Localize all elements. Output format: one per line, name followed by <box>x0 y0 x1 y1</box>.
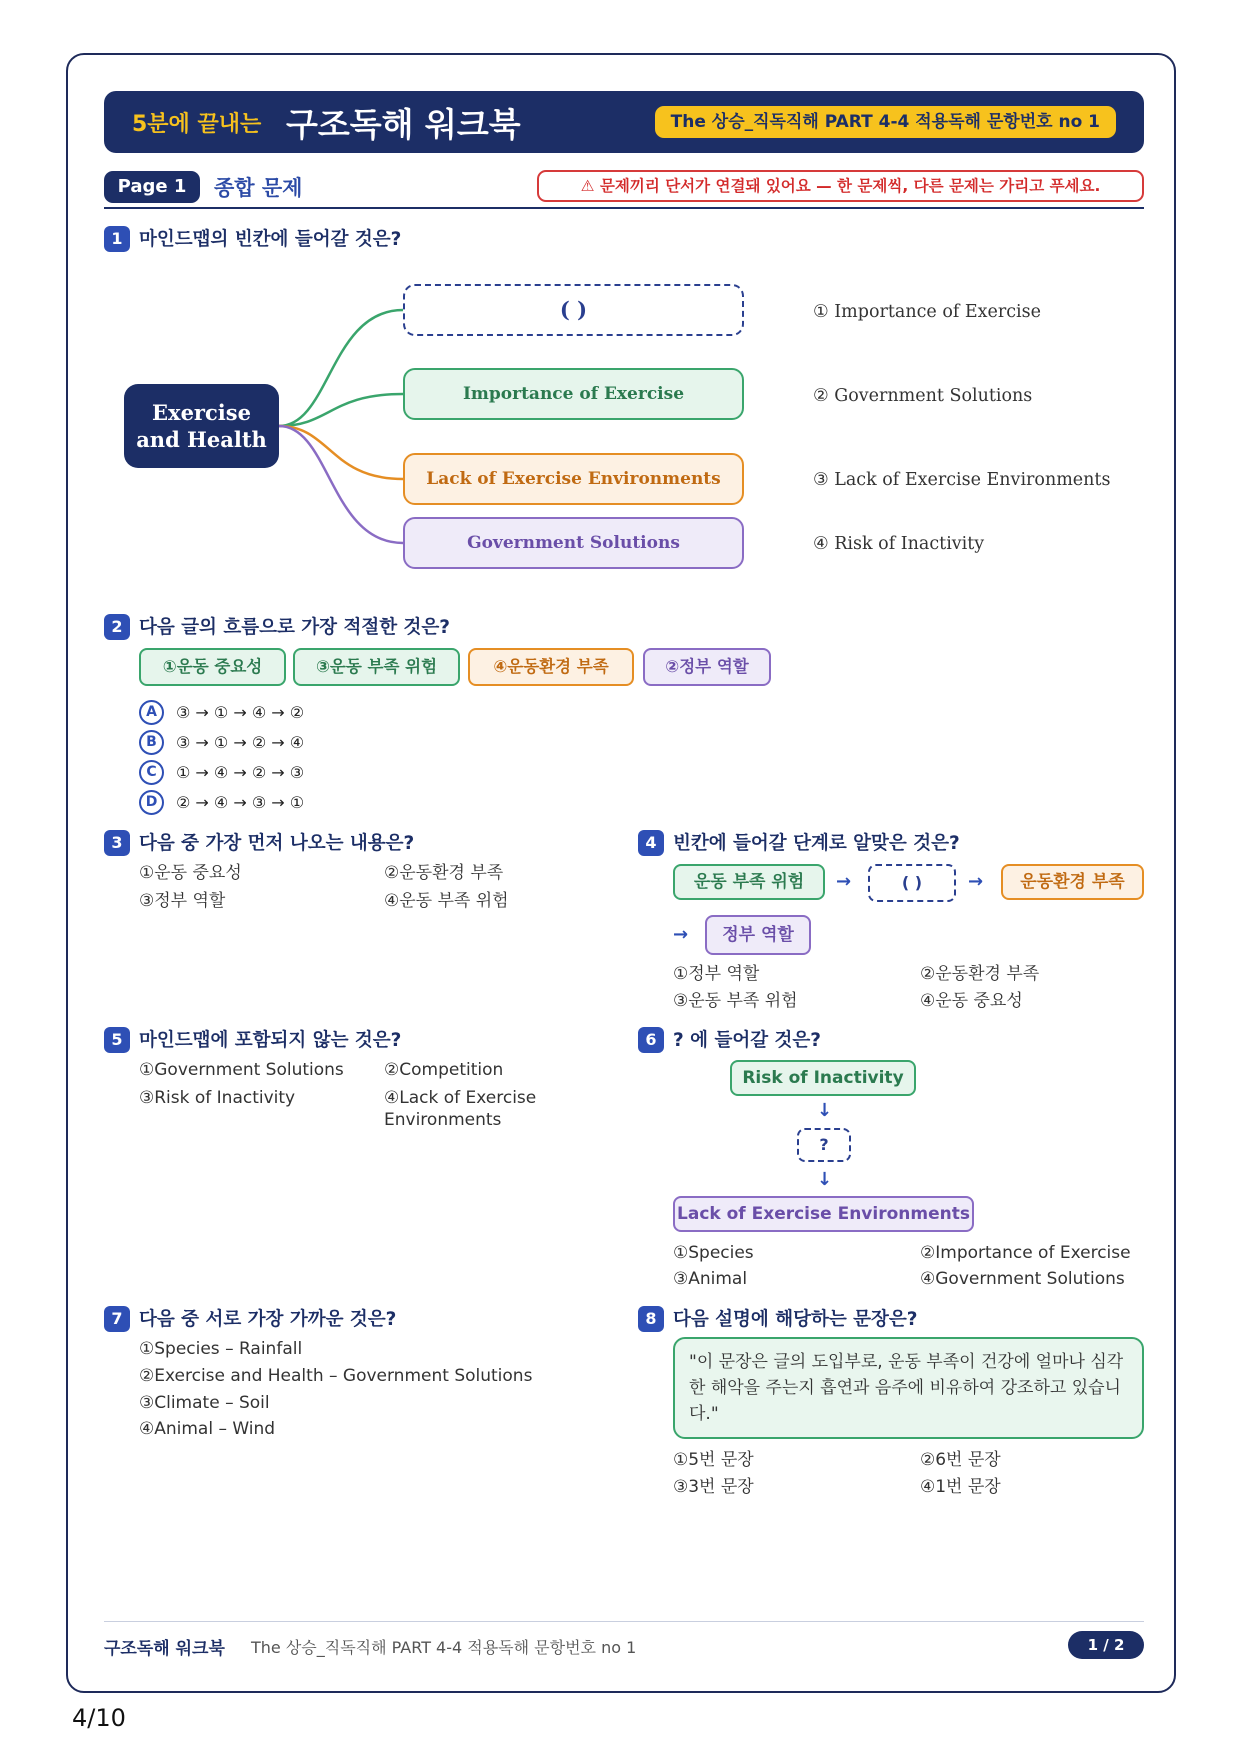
choice-sequence: ③ → ① → ④ → ② <box>176 703 305 722</box>
choice-row[interactable] <box>139 700 304 726</box>
footer-subtitle: The 상승_직독직해 PART 4-4 적용독해 문항번호 no 1 <box>251 1638 637 1657</box>
flow-tag-risk: ③운동 부족 위험 <box>293 648 460 686</box>
choice-sequence: ① → ④ → ② → ③ <box>176 763 305 782</box>
section-title: 종합 문제 <box>214 176 303 200</box>
page-label: Page 1 <box>104 171 200 203</box>
flow-bottom-lack: Lack of Exercise Environments <box>673 1196 974 1232</box>
question-text: 마인드맵에 포함되지 않는 것은? <box>139 1030 402 1051</box>
question-text: 빈칸에 들어갈 단계로 알맞은 것은? <box>673 833 960 854</box>
question-text: 다음 중 서로 가장 가까운 것은? <box>139 1309 397 1330</box>
step-government: 정부 역할 <box>705 915 811 955</box>
question-text: 다음 설명에 해당하는 문장은? <box>673 1309 918 1330</box>
question-number: 5 <box>104 1027 130 1053</box>
choice-letter: C <box>139 760 164 785</box>
footer-page-indicator: 1 / 2 <box>1068 1631 1144 1659</box>
arrow-icon: → <box>968 871 984 892</box>
source-tag: The 상승_직독직해 PART 4-4 적용독해 문항번호 no 1 <box>655 106 1116 138</box>
choice-sequence: ② → ④ → ③ → ① <box>176 793 305 812</box>
mindmap-center-node <box>124 384 279 468</box>
flow-mystery: ? <box>797 1128 851 1162</box>
answer-option[interactable]: ① Importance of Exercise <box>813 302 1041 322</box>
choice-row[interactable] <box>139 790 304 816</box>
question-number: 8 <box>638 1306 664 1332</box>
answer-option[interactable]: ④1번 문장 <box>920 1477 1001 1497</box>
mindmap-node-lack: Lack of Exercise Environments <box>403 453 744 505</box>
choice-row[interactable] <box>139 760 304 786</box>
question-text: 다음 글의 흐름으로 가장 적절한 것은? <box>139 617 451 638</box>
description-quote: "이 문장은 글의 도입부로, 운동 부족이 건강에 얼마나 심각한 해악을 주는지 흡연과 음주에 비유하여 강조하고 있습니다." <box>673 1337 1144 1439</box>
answer-option[interactable]: ②운동환경 부족 <box>920 964 1040 984</box>
choice-row[interactable] <box>139 730 304 756</box>
flow-tag-environment: ④운동환경 부족 <box>468 648 634 686</box>
arrow-down-icon: ↓ <box>817 1169 833 1190</box>
answer-option[interactable]: ② Government Solutions <box>813 386 1033 406</box>
answer-option[interactable]: ②6번 문장 <box>920 1450 1001 1470</box>
arrow-icon: → <box>673 924 689 945</box>
choice-letter: B <box>139 730 164 755</box>
answer-option[interactable]: ③Climate – Soil <box>139 1393 270 1413</box>
answer-option[interactable]: ③운동 부족 위험 <box>673 991 798 1011</box>
step-blank: ( ) <box>868 864 956 902</box>
answer-option[interactable]: ②Importance of Exercise <box>920 1243 1131 1263</box>
question-number: 6 <box>638 1027 664 1053</box>
answer-option[interactable]: ②Exercise and Health – Government Solutions <box>139 1366 533 1386</box>
answer-option[interactable]: ④Animal – Wind <box>139 1419 276 1439</box>
step-risk: 운동 부족 위험 <box>673 864 825 900</box>
choice-sequence: ③ → ① → ② → ④ <box>176 733 305 752</box>
answer-option[interactable]: ①Government Solutions <box>139 1060 344 1080</box>
answer-option[interactable]: ③Animal <box>673 1269 748 1289</box>
answer-option[interactable]: ④운동 중요성 <box>920 991 1023 1011</box>
mindmap-node-importance: Importance of Exercise <box>403 368 744 420</box>
flow-tag-government: ②정부 역할 <box>643 648 771 686</box>
choice-letter: A <box>139 700 164 725</box>
answer-option[interactable]: ②운동환경 부족 <box>384 863 504 883</box>
flow-top-risk: Risk of Inactivity <box>730 1060 916 1096</box>
arrow-icon: → <box>836 871 852 892</box>
center-line-1: Exercise <box>152 400 251 425</box>
footer-divider <box>104 1621 1144 1622</box>
answer-option[interactable]: ④운동 부족 위험 <box>384 891 509 911</box>
warning-notice: ⚠ 문제끼리 단서가 연결돼 있어요 — 한 문제씩, 다른 문제는 가리고 푸세요. <box>537 170 1144 202</box>
step-environment: 운동환경 부족 <box>1001 864 1144 900</box>
answer-option[interactable]: ④ Risk of Inactivity <box>813 534 985 554</box>
banner-subtitle: 5분에 끝내는 <box>132 112 262 137</box>
mindmap-blank-node: ( ) <box>403 284 744 336</box>
question-text: 다음 중 가장 먼저 나오는 내용은? <box>139 833 415 854</box>
question-number: 7 <box>104 1306 130 1332</box>
question-number: 1 <box>104 226 130 252</box>
mindmap-node-government: Government Solutions <box>403 517 744 569</box>
flow-tag-importance: ①운동 중요성 <box>139 648 286 686</box>
question-number: 3 <box>104 830 130 856</box>
footer-title: 구조독해 워크북 <box>104 1639 225 1659</box>
question-text: ? 에 들어갈 것은? <box>673 1030 822 1051</box>
question-text: 마인드맵의 빈칸에 들어갈 것은? <box>139 229 402 250</box>
answer-option[interactable]: ③3번 문장 <box>673 1477 754 1497</box>
answer-option[interactable]: ④Lack of Exercise Environments <box>384 1088 537 1130</box>
arrow-down-icon: ↓ <box>817 1100 833 1121</box>
page-counter: 4/10 <box>72 1704 126 1732</box>
answer-option[interactable]: ③Risk of Inactivity <box>139 1088 296 1108</box>
question-number: 4 <box>638 830 664 856</box>
banner-title: 구조독해 워크북 <box>286 105 521 144</box>
answer-option[interactable]: ①Species – Rainfall <box>139 1339 303 1359</box>
center-line-2: and Health <box>136 427 267 452</box>
answer-option[interactable]: ③ Lack of Exercise Environments <box>813 470 1111 490</box>
answer-option[interactable]: ①Species <box>673 1243 754 1263</box>
answer-option[interactable]: ①운동 중요성 <box>139 863 242 883</box>
answer-option[interactable]: ①정부 역할 <box>673 964 760 984</box>
answer-option[interactable]: ①5번 문장 <box>673 1450 754 1470</box>
answer-option[interactable]: ③정부 역할 <box>139 891 226 911</box>
answer-option[interactable]: ②Competition <box>384 1060 504 1080</box>
choice-letter: D <box>139 790 164 815</box>
question-number: 2 <box>104 614 130 640</box>
answer-option[interactable]: ④Government Solutions <box>920 1269 1125 1289</box>
